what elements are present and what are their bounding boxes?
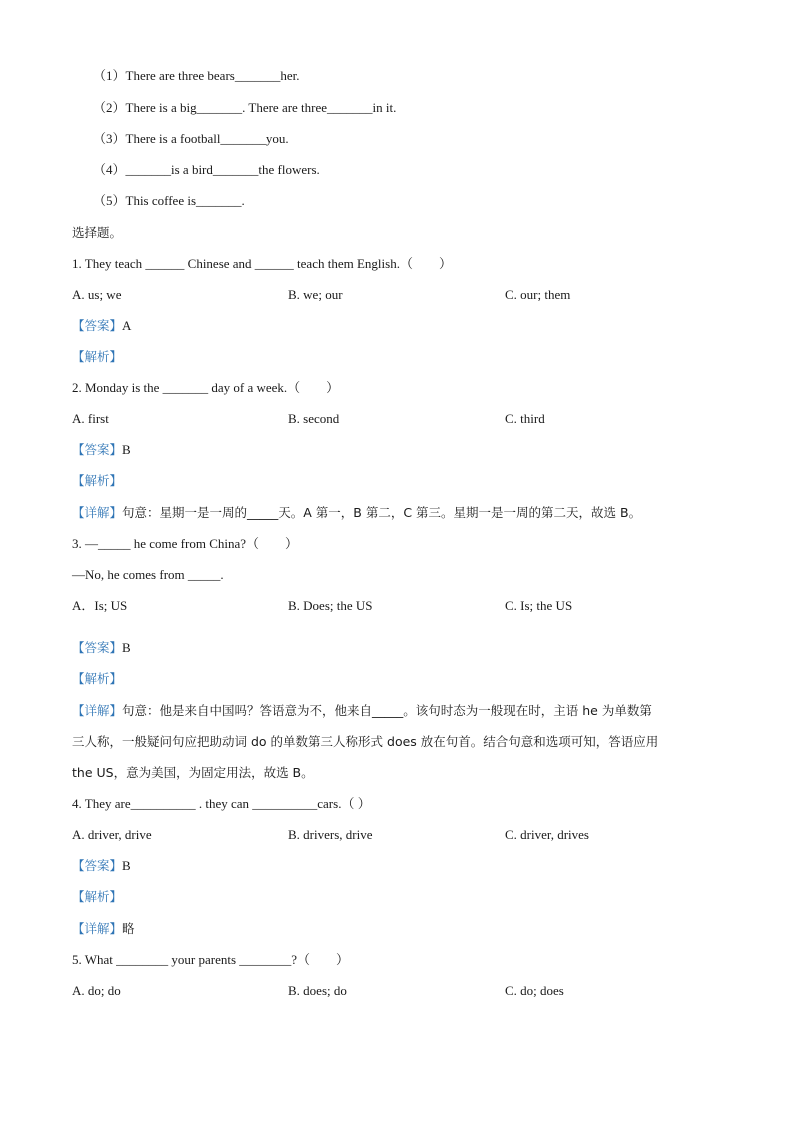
answer-value: B: [122, 858, 131, 873]
answer-value: B: [122, 442, 131, 457]
fill-in-item-4: （4）_______is a bird_______the flowers.: [93, 162, 320, 177]
analysis-label: 【解析】: [72, 671, 123, 686]
fill-in-item-5: （5）This coffee is_______.: [93, 193, 245, 208]
question-5-option-b: B. does; do: [288, 983, 347, 998]
detail-text: 句意：星期一是一周的_____天。A 第一，B 第二，C 第三。星期一是一周的第二天，故选 B。: [122, 505, 642, 520]
question-4-option-a: A. driver, drive: [72, 827, 152, 842]
question-4-option-b: B. drivers, drive: [288, 827, 373, 842]
question-2-stem: 2. Monday is the _______ day of a week.（ ）: [72, 380, 340, 395]
detail-label: 【详解】: [72, 921, 123, 936]
question-4-answer: [72, 857, 131, 875]
question-5-stem: 5. What ________ your parents ________?（ ）: [72, 952, 350, 967]
question-2-analysis: [72, 472, 122, 490]
question-3-option-a: A．Is; US: [72, 598, 128, 613]
question-3-detail-3: the US，意为美国，为固定用法，故选 B。: [72, 765, 314, 780]
question-5-option-c: C. do; does: [505, 983, 564, 998]
question-4-option-c: C. driver, drives: [505, 827, 589, 842]
answer-label: 【答案】: [72, 318, 123, 333]
question-3-stem-reply: —No, he comes from _____.: [72, 567, 224, 582]
question-4-stem: 4. They are__________ . they can __________cars.（ ）: [72, 796, 371, 811]
question-2-option-a: A. first: [72, 411, 109, 426]
analysis-label: 【解析】: [72, 349, 123, 364]
detail-label: 【详解】: [72, 505, 123, 520]
question-2-option-b: B. second: [288, 411, 340, 426]
answer-label: 【答案】: [72, 442, 123, 457]
section-title: 选择题。: [72, 225, 123, 240]
question-1-option-c: C. our; them: [505, 287, 571, 302]
question-3-stem: 3. —_____ he come from China?（ ）: [72, 536, 299, 551]
question-1-stem: 1. They teach ______ Chinese and ______ teach them English.（ ）: [72, 256, 452, 271]
question-4-analysis: [72, 888, 122, 906]
question-3-detail-1: [72, 702, 652, 720]
analysis-label: 【解析】: [72, 889, 123, 904]
answer-value: B: [122, 640, 131, 655]
question-3-answer: [72, 639, 131, 657]
question-1-option-b: B. we; our: [288, 287, 343, 302]
answer-label: 【答案】: [72, 640, 123, 655]
analysis-label: 【解析】: [72, 473, 123, 488]
question-4-detail: [72, 920, 135, 938]
question-1-analysis: [72, 348, 122, 366]
answer-label: 【答案】: [72, 858, 123, 873]
question-5-option-a: A. do; do: [72, 983, 121, 998]
detail-text: 句意：他是来自中国吗？答语意为不，他来自_____。该句时态为一般现在时，主语 he 为单数第: [122, 703, 652, 718]
detail-text: 略: [122, 921, 135, 936]
question-1-answer: [72, 317, 131, 335]
question-1-option-a: A. us; we: [72, 287, 122, 302]
question-3-option-c: C. Is; the US: [505, 598, 573, 613]
question-2-answer: [72, 441, 131, 459]
detail-label: 【详解】: [72, 703, 123, 718]
fill-in-item-2: （2）There is a big_______. There are three_______in it.: [93, 100, 397, 115]
fill-in-item-1: （1）There are three bears_______her.: [93, 68, 300, 83]
question-2-detail: [72, 504, 641, 522]
fill-in-item-3: （3）There is a football_______you.: [93, 131, 289, 146]
question-2-option-c: C. third: [505, 411, 545, 426]
question-3-analysis: [72, 670, 122, 688]
answer-value: A: [122, 318, 132, 333]
question-3-option-b: B. Does; the US: [288, 598, 373, 613]
question-3-detail-2: 三人称，一般疑问句应把助动词 do 的单数第三人称形式 does 放在句首。结合句意和选项可知，答语应用: [72, 734, 659, 749]
